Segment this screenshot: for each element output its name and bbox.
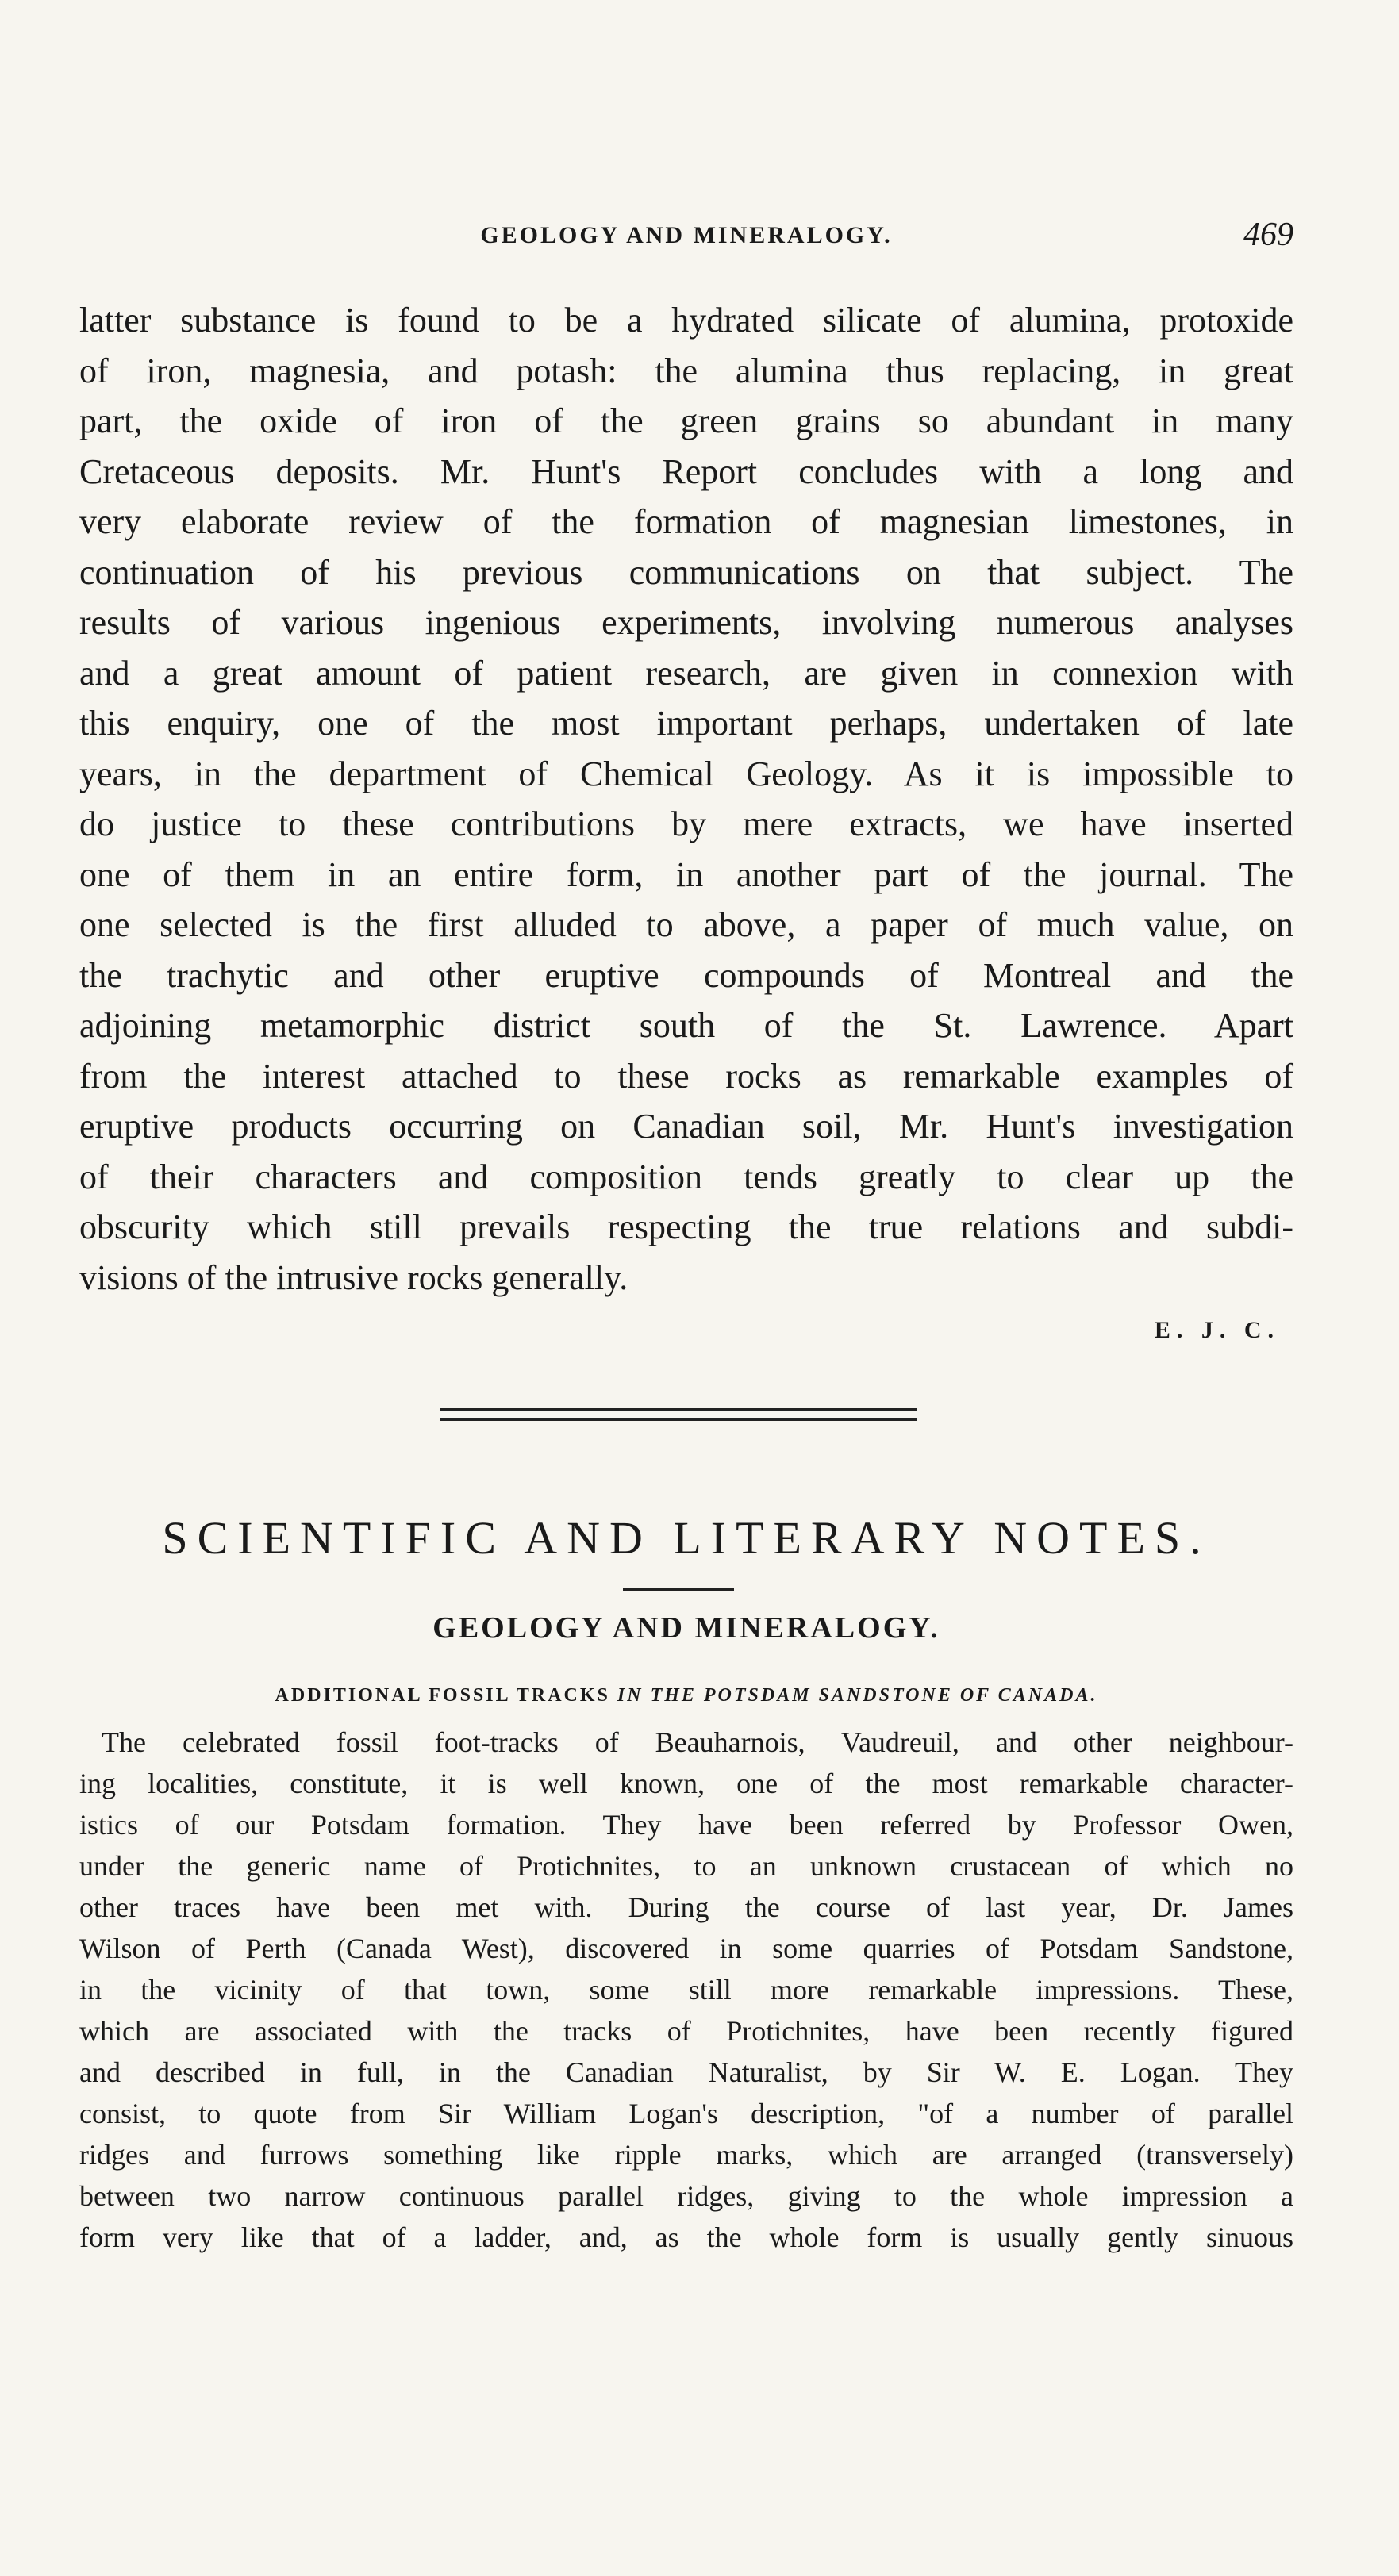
text-line: of their characters and composition tends greatly to clear up the — [79, 1157, 1293, 1196]
text-line: in the vicinity of that town, some still more remarkable impressions. These, — [79, 1974, 1293, 2006]
text-line: one selected is the first alluded to above, a paper of much value, on — [79, 905, 1293, 944]
article-title-part: ADDITIONAL FOSSIL TRACKS — [275, 1685, 617, 1706]
text-line: ridges and furrows something like ripple marks, which are arranged (transversely) — [79, 2139, 1293, 2171]
text-line: under the generic name of Protichnites, to an unknown crustacean of which no — [79, 1850, 1293, 1882]
text-line: other traces have been met with. During the course of last year, Dr. James — [79, 1891, 1293, 1923]
text-line: The celebrated fossil foot-tracks of Beauharnois, Vaudreuil, and other neighbour- — [102, 1726, 1293, 1758]
text-line: adjoining metamorphic district south of the St. Lawrence. Apart — [79, 1006, 1293, 1045]
text-line: ing localities, constitute, it is well known, one of the most remarkable character- — [79, 1768, 1293, 1799]
subsection-heading: GEOLOGY AND MINERALOGY. — [432, 1611, 940, 1645]
text-line: one of them in an entire form, in another part of the journal. The — [79, 854, 1293, 894]
article-paragraph — [79, 1722, 1293, 2258]
text-line: between two narrow continuous parallel ridges, giving to the whole impression a — [79, 2180, 1293, 2212]
text-line: this enquiry, one of the most important perhaps, undertaken of late — [79, 704, 1293, 743]
text-line: visions of the intrusive rocks generally. — [79, 1257, 628, 1297]
text-line: and a great amount of patient research, are given in connexion with — [79, 653, 1293, 693]
text-line: years, in the department of Chemical Geology. As it is impossible to — [79, 754, 1293, 793]
text-line: Cretaceous deposits. Mr. Hunt's Report concludes with a long and — [79, 451, 1293, 491]
text-line: very elaborate review of the formation of magnesian limestones, in — [79, 502, 1293, 541]
text-line: from the interest attached to these rocks as remarkable examples of — [79, 1056, 1293, 1096]
review-paragraph — [79, 295, 1293, 1303]
text-line: istics of our Potsdam formation. They have been referred by Professor Owen, — [79, 1809, 1293, 1841]
text-line: and described in full, in the Canadian Naturalist, by Sir W. E. Logan. They — [79, 2056, 1293, 2088]
short-rule-divider — [623, 1588, 734, 1591]
section-heading: SCIENTIFIC AND LITERARY NOTES. — [162, 1512, 1211, 1564]
running-head — [79, 216, 1293, 255]
double-rule-divider — [440, 1408, 917, 1421]
page-number: 469 — [1243, 217, 1293, 253]
text-line: latter substance is found to be a hydrated silicate of alumina, protoxide — [79, 301, 1293, 340]
article-title-part-italic: IN THE POTSDAM SANDSTONE OF CANADA. — [617, 1685, 1098, 1706]
text-line: the trachytic and other eruptive compounds of Montreal and the — [79, 955, 1293, 995]
running-title: GEOLOGY AND MINERALOGY. — [480, 222, 893, 248]
text-line: form very like that of a ladder, and, as the whole form is usually gently sinuous — [79, 2221, 1293, 2253]
text-line: Wilson of Perth (Canada West), discovered in some quarries of Potsdam Sandstone, — [79, 1933, 1293, 1964]
article-title — [79, 1685, 1293, 1706]
text-line: eruptive products occurring on Canadian soil, Mr. Hunt's investigation — [79, 1107, 1293, 1146]
text-line: part, the oxide of iron of the green grains so abundant in many — [79, 401, 1293, 440]
text-line: results of various ingenious experiments, involving numerous analyses — [79, 603, 1293, 642]
text-line: obscurity which still prevails respecting the true relations and subdi- — [79, 1207, 1293, 1246]
text-line: which are associated with the tracks of Protichnites, have been recently figured — [79, 2015, 1293, 2047]
text-line: of iron, magnesia, and potash: the alumina thus replacing, in great — [79, 351, 1293, 390]
author-initials: E. J. C. — [1154, 1317, 1280, 1343]
text-line: consist, to quote from Sir William Logan's description, "of a number of parallel — [79, 2098, 1293, 2129]
text-line: do justice to these contributions by mere extracts, we have inserted — [79, 804, 1293, 843]
text-line: continuation of his previous communications on that subject. The — [79, 552, 1293, 592]
